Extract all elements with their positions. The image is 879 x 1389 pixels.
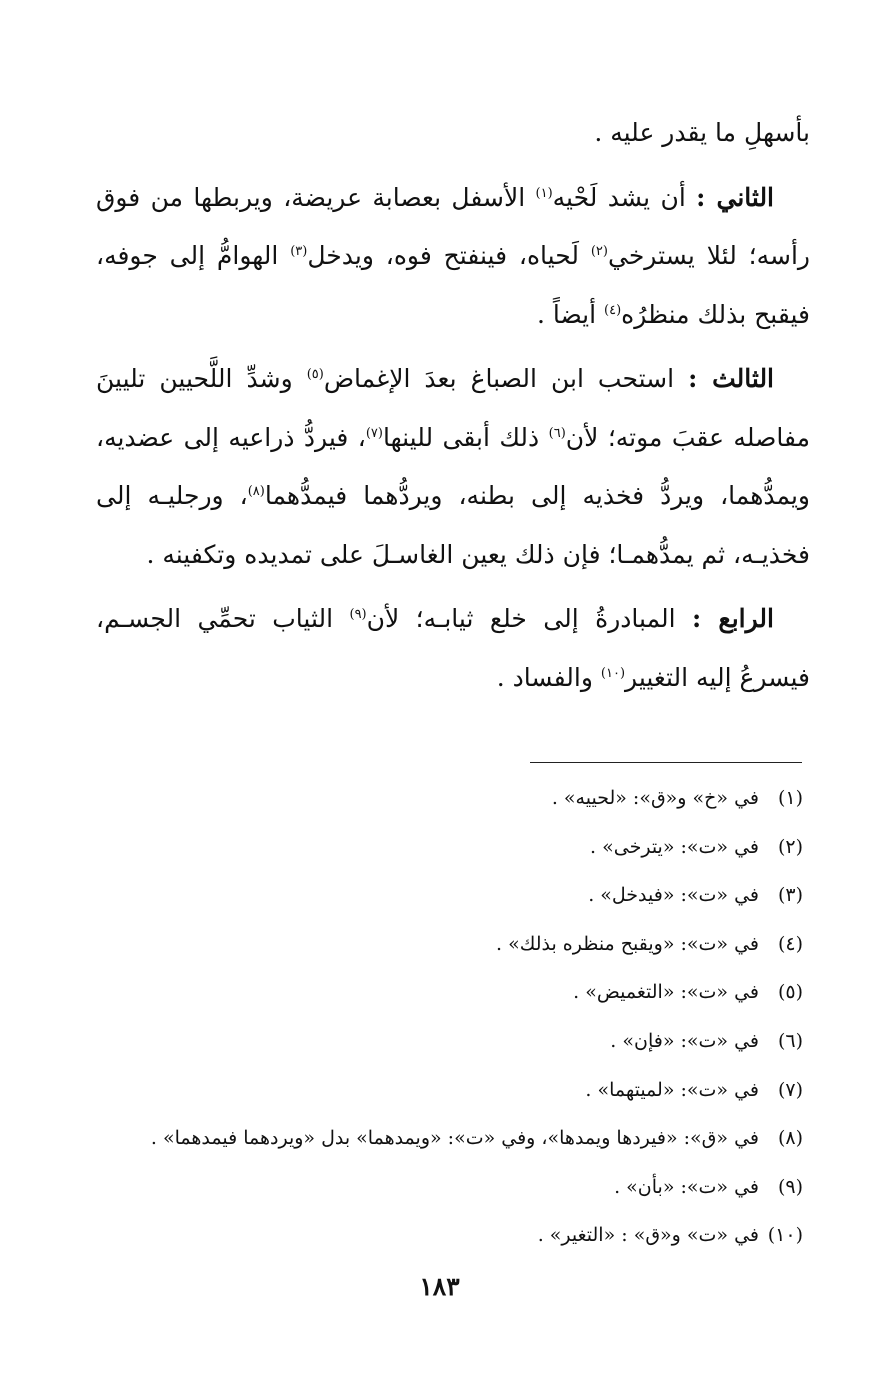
footnote-number: (٩) <box>777 1175 803 1198</box>
paragraph-4 <box>96 590 810 707</box>
paragraph-3-text: وشدِّ اللَّحيين تليينَ مفاصله عقبَ موته؛ لأن <box>96 364 810 452</box>
paragraph-2-text: أن يشد لَحْيه <box>552 182 697 212</box>
paragraph-1-text: بأسهلِ ما يقدر عليه . <box>594 118 810 147</box>
footnote <box>83 823 803 872</box>
footnote-number: (٢) <box>777 835 803 858</box>
page-number: ١٨٣ <box>419 1272 460 1301</box>
paragraph-2-text: الهوامُّ إلى جوفه، فيقبح بذلك منظرُه <box>96 241 810 329</box>
footnote-ref-2: (٢) <box>590 244 608 259</box>
paragraph-2 <box>96 169 810 345</box>
paragraph-4-text: المبادرةُ إلى خلع ثيابـه؛ لأن <box>366 604 693 633</box>
footnote-number: (٦) <box>777 1029 803 1052</box>
footnote-text: في «ت» و«ق» : «التغير» . <box>537 1224 759 1247</box>
footnote-ref-6: (٦) <box>548 425 566 441</box>
footnote-number: (١٠) <box>767 1224 803 1247</box>
paragraph-2-text: الأسفل بعصابة عريضة، ويربطها من فوق رأسه؛ لئلا يسترخي <box>96 182 810 270</box>
footnote <box>83 871 803 920</box>
footnote <box>83 1066 803 1115</box>
footnote-ref-3: (٣) <box>290 244 308 259</box>
footnote-number: (٧) <box>777 1078 803 1101</box>
footnote-ref-1: (١) <box>535 185 553 201</box>
footnote-number: (٥) <box>777 981 803 1004</box>
footnote <box>83 1211 803 1260</box>
footnote-ref-8: (٨) <box>247 484 265 499</box>
footnote-text: في «ت»: «ويقبح منظره بذلك» . <box>495 932 759 955</box>
footnote <box>83 774 803 823</box>
footnote-divider <box>530 762 802 763</box>
paragraph-3 <box>96 350 810 584</box>
footnote-text: في «ت»: «لميتهما» . <box>585 1078 759 1101</box>
paragraph-2-text: أيضاً . <box>536 299 605 329</box>
paragraph-4-text: والفساد . <box>496 662 601 692</box>
footnote <box>83 968 803 1017</box>
paragraph-3-text: ذلك أبقى للينها <box>382 422 549 452</box>
footnote-ref-4: (٤) <box>604 302 622 318</box>
paragraph-3-text: ، ورجليـه إلى فخذيـه، ثم يمدُّهمـا؛ فإن ذلك يعين الغاسـلَ على تمديده وتكفينه . <box>96 481 810 569</box>
paragraph-3-text: استحب ابن الصباغ بعدَ الإغماض <box>323 364 689 393</box>
footnote-text: في «خ» و«ق»: «لحييه» . <box>551 787 759 809</box>
paragraph-2-text: لَحياه، فينفتح فوه، ويدخل <box>307 241 591 270</box>
paragraph-1 <box>96 104 810 163</box>
paragraph-4-heading: الرابع : <box>692 604 774 633</box>
footnote-ref-10: (١٠) <box>600 665 626 681</box>
footnote-text: في «ت»: «التغميض» . <box>573 981 759 1004</box>
footnote-text: في «ق»: «فيردها ويمدها»، وفي «ت»: «ويمدهما» بدل «ويردهما فيمدهما» . <box>150 1127 759 1150</box>
footnote <box>83 1114 803 1163</box>
footnote-text: في «ت»: «فيدخل» . <box>588 884 759 907</box>
footnote-ref-9: (٩) <box>349 607 367 622</box>
paragraph-2-heading: الثاني : <box>696 182 775 212</box>
footnote-ref-5: (٥) <box>306 367 324 382</box>
footnote-number: (١) <box>777 787 803 809</box>
footnote <box>83 1017 803 1066</box>
footnote-number: (٨) <box>777 1127 803 1150</box>
footnote-number: (٤) <box>777 932 803 955</box>
footnote-text: في «ت»: «يترخى» . <box>590 835 759 858</box>
body-text <box>96 104 810 713</box>
paragraph-3-heading: الثالث : <box>688 364 775 393</box>
footnote-ref-7: (٧) <box>365 425 383 441</box>
footnote-text: في «ت»: «بأن» . <box>614 1175 759 1198</box>
paragraph-4-text: الثياب تحمِّي الجسـم، فيسرعُ إليه التغيير <box>96 604 810 692</box>
footnote <box>83 1163 803 1212</box>
footnote-number: (٣) <box>777 884 803 907</box>
footnote <box>83 920 803 969</box>
footnote-text: في «ت»: «فإن» . <box>610 1029 759 1052</box>
footnotes-list <box>83 774 803 1260</box>
paragraph-3-text: ، فيردُّ ذراعيه إلى عضديه، ويمدُّهما، ويردُّ فخذيه إلى بطنه، ويردُّهما فيمدُّهما <box>96 422 811 510</box>
